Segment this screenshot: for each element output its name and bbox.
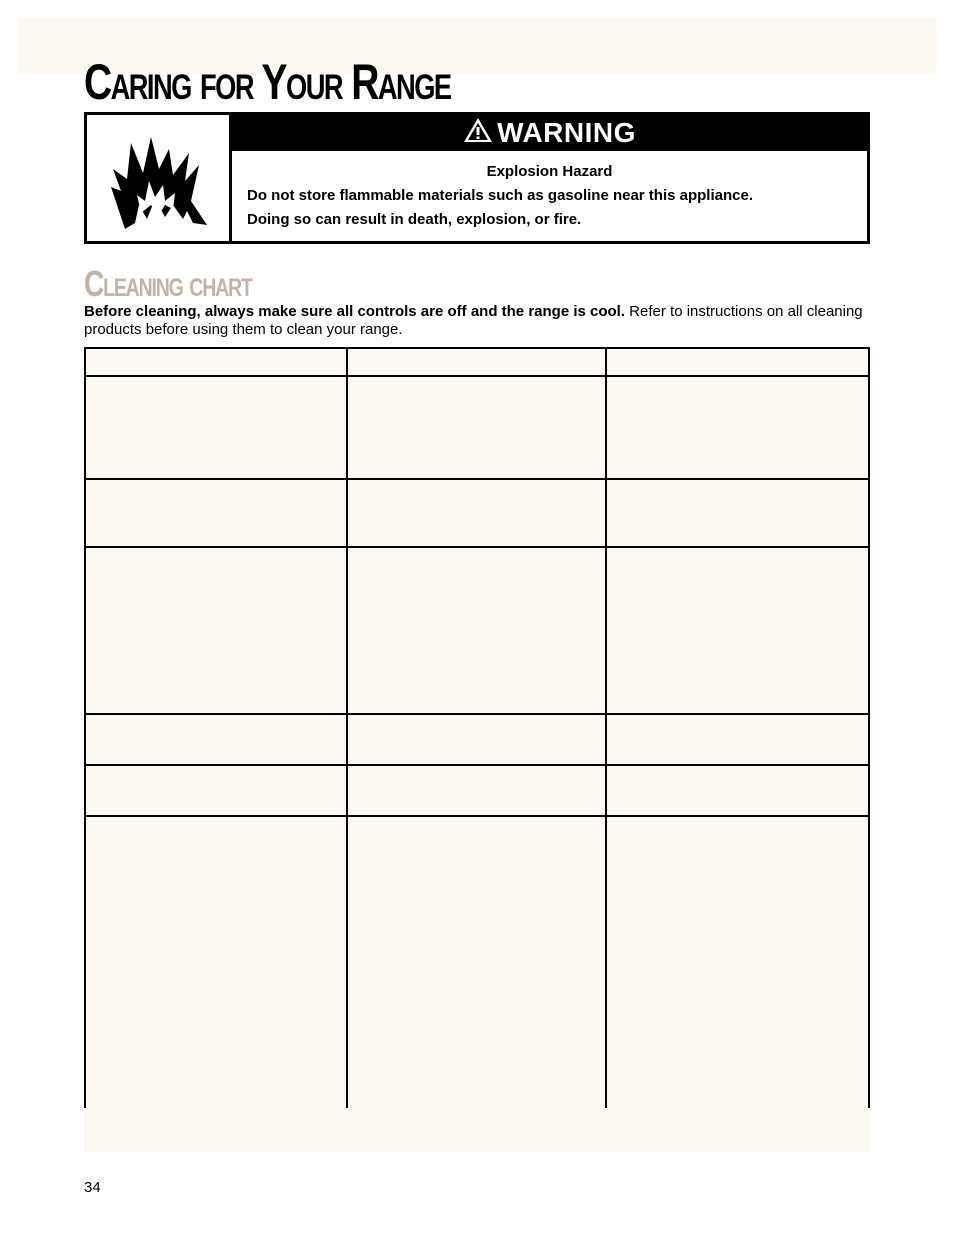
explosion-icon: [103, 125, 213, 231]
page-number: 34: [84, 1179, 101, 1196]
table-row: [85, 714, 869, 765]
table-cell: [606, 816, 869, 1110]
table-row: [85, 376, 869, 479]
footer-band: [84, 1108, 871, 1152]
table-cell: [85, 479, 347, 547]
table-cell: [347, 816, 606, 1110]
warning-header: [232, 115, 867, 151]
intro-text: [84, 303, 870, 339]
table-cell: [85, 765, 347, 816]
table-cell: [606, 479, 869, 547]
warning-icon-cell: [87, 115, 232, 241]
table-row: [85, 816, 869, 1110]
table-cell: [606, 376, 869, 479]
intro-bold: Before cleaning, always make sure all controls are off and the range is cool.: [84, 303, 626, 320]
intro-regular: Refer to instructions on all cleaning products before using them to clean your range.: [84, 303, 863, 338]
table-cell: [85, 348, 347, 376]
hazard-title: Explosion Hazard: [486, 163, 613, 180]
table-row: [85, 547, 869, 714]
table-cell: [347, 479, 606, 547]
table-cell: [606, 348, 869, 376]
hazard-line: Do not store flammable materials such as gasoline near this appliance.: [247, 187, 753, 204]
page-title: Caring for Your Range: [84, 54, 451, 110]
warning-box: [84, 112, 870, 244]
table-cell: [347, 714, 606, 765]
table-row: [85, 479, 869, 547]
warning-label: WARNING: [497, 117, 636, 148]
hazard-line: Doing so can result in death, explosion, or fire.: [247, 211, 582, 228]
table-header-row: [85, 348, 869, 376]
table-cell: [347, 547, 606, 714]
table-cell: [606, 714, 869, 765]
table-cell: [606, 765, 869, 816]
section-title: Cleaning chart: [84, 263, 252, 304]
table-cell: [606, 547, 869, 714]
table-cell: [347, 376, 606, 479]
table-cell: [85, 816, 347, 1110]
warning-content: [232, 115, 867, 241]
table-cell: [85, 714, 347, 765]
table-cell: [85, 376, 347, 479]
cleaning-chart-table: [84, 347, 870, 1111]
table-row: [85, 765, 869, 816]
table-cell: [347, 765, 606, 816]
table-cell: [85, 547, 347, 714]
warning-triangle-icon: [463, 117, 493, 150]
table-cell: [347, 348, 606, 376]
